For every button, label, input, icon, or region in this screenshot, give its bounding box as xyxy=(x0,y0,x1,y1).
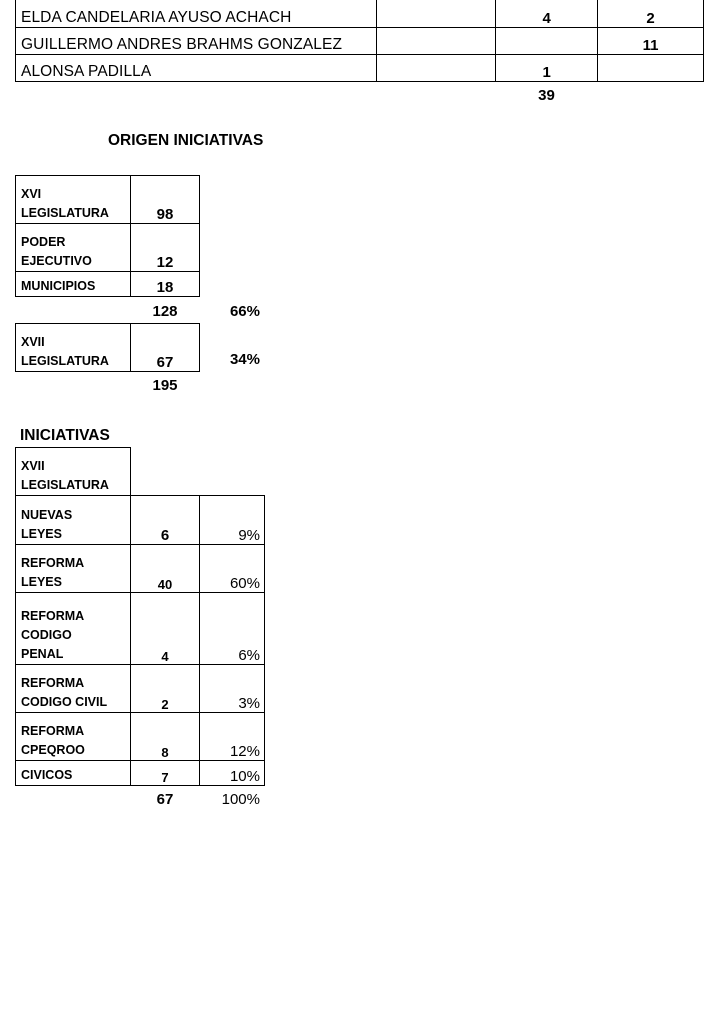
row-pct: 12% xyxy=(200,713,265,761)
row-pct: 10% xyxy=(200,761,265,786)
table-row xyxy=(16,55,704,82)
label-line: PODER xyxy=(21,235,66,249)
table-row xyxy=(16,496,265,545)
iniciativas-title: INICIATIVAS xyxy=(20,427,110,444)
row-pct: 60% xyxy=(200,545,265,593)
cell-value: 2 xyxy=(598,0,704,28)
row-pct: 6% xyxy=(200,593,265,665)
origen-xvii-pct: 34% xyxy=(229,351,260,368)
row-value: 7 xyxy=(131,761,200,786)
cell-value: 1 xyxy=(496,55,598,82)
origen-xvii-table xyxy=(15,323,200,372)
row-value: 98 xyxy=(131,176,200,224)
row-value: 6 xyxy=(131,496,200,545)
row-label xyxy=(16,224,131,272)
label-line: REFORMA xyxy=(21,609,85,623)
row-value: 12 xyxy=(131,224,200,272)
table-row xyxy=(16,28,704,55)
cell-value xyxy=(376,55,496,82)
cell-value: 4 xyxy=(496,0,598,28)
label-line: REFORMA xyxy=(21,676,85,690)
table-row xyxy=(16,0,704,28)
label-line: LEGISLATURA xyxy=(21,206,109,220)
label-line: NUEVAS xyxy=(21,508,73,522)
table-row xyxy=(16,713,265,761)
row-value: 67 xyxy=(131,324,200,372)
table-row xyxy=(16,665,265,713)
cell-value xyxy=(376,0,496,28)
label-line: LEGISLATURA xyxy=(21,478,109,492)
row-label xyxy=(16,176,131,224)
label-line: XVII xyxy=(21,459,45,473)
top-total: 39 xyxy=(538,87,555,104)
row-label xyxy=(16,593,131,665)
table-row xyxy=(16,448,131,496)
header-label xyxy=(16,448,131,496)
row-label xyxy=(16,665,131,713)
row-label: MUNICIPIOS xyxy=(16,272,131,297)
cell-value xyxy=(376,28,496,55)
row-label xyxy=(16,496,131,545)
origen-table xyxy=(15,175,200,297)
cell-value xyxy=(496,28,598,55)
member-name: ALONSA PADILLA xyxy=(16,55,377,82)
label-line: REFORMA xyxy=(21,724,85,738)
cell-value xyxy=(598,55,704,82)
iniciativas-table xyxy=(15,495,265,786)
label-line: XVII xyxy=(21,335,45,349)
label-line: LEYES xyxy=(21,575,62,589)
label-line: LEYES xyxy=(21,527,62,541)
label-line: CPEQROO xyxy=(21,743,85,757)
table-row xyxy=(16,324,200,372)
iniciativas-total: 67 xyxy=(156,791,174,808)
table-row xyxy=(16,176,200,224)
top-table xyxy=(15,0,704,82)
origen-total: 195 xyxy=(152,377,178,394)
table-row xyxy=(16,593,265,665)
member-name: ELDA CANDELARIA AYUSO ACHACH xyxy=(16,0,377,28)
label-line: CODIGO CIVIL xyxy=(21,695,108,709)
row-label xyxy=(16,545,131,593)
row-value: 2 xyxy=(131,665,200,713)
label-line: PENAL xyxy=(21,647,64,661)
cell-value: 11 xyxy=(598,28,704,55)
label-line: LEGISLATURA xyxy=(21,354,109,368)
label-line: CODIGO xyxy=(21,628,72,642)
table-row xyxy=(16,224,200,272)
row-pct: 9% xyxy=(200,496,265,545)
origen-subtotal: 128 xyxy=(152,303,178,320)
row-value: 8 xyxy=(131,713,200,761)
origen-subtotal-pct: 66% xyxy=(229,303,260,320)
row-label: CIVICOS xyxy=(16,761,131,786)
label-line: REFORMA xyxy=(21,556,85,570)
iniciativas-total-pct: 100% xyxy=(221,791,260,808)
table-row xyxy=(16,272,200,297)
row-value: 40 xyxy=(131,545,200,593)
label-line: XVI xyxy=(21,187,42,201)
origen-title: ORIGEN INICIATIVAS xyxy=(108,132,264,149)
member-name: GUILLERMO ANDRES BRAHMS GONZALEZ xyxy=(16,28,377,55)
label-line: EJECUTIVO xyxy=(21,254,92,268)
table-row xyxy=(16,761,265,786)
row-label xyxy=(16,713,131,761)
row-pct: 3% xyxy=(200,665,265,713)
row-value: 18 xyxy=(131,272,200,297)
row-label xyxy=(16,324,131,372)
iniciativas-header-table xyxy=(15,447,131,496)
table-row xyxy=(16,545,265,593)
row-value: 4 xyxy=(131,593,200,665)
